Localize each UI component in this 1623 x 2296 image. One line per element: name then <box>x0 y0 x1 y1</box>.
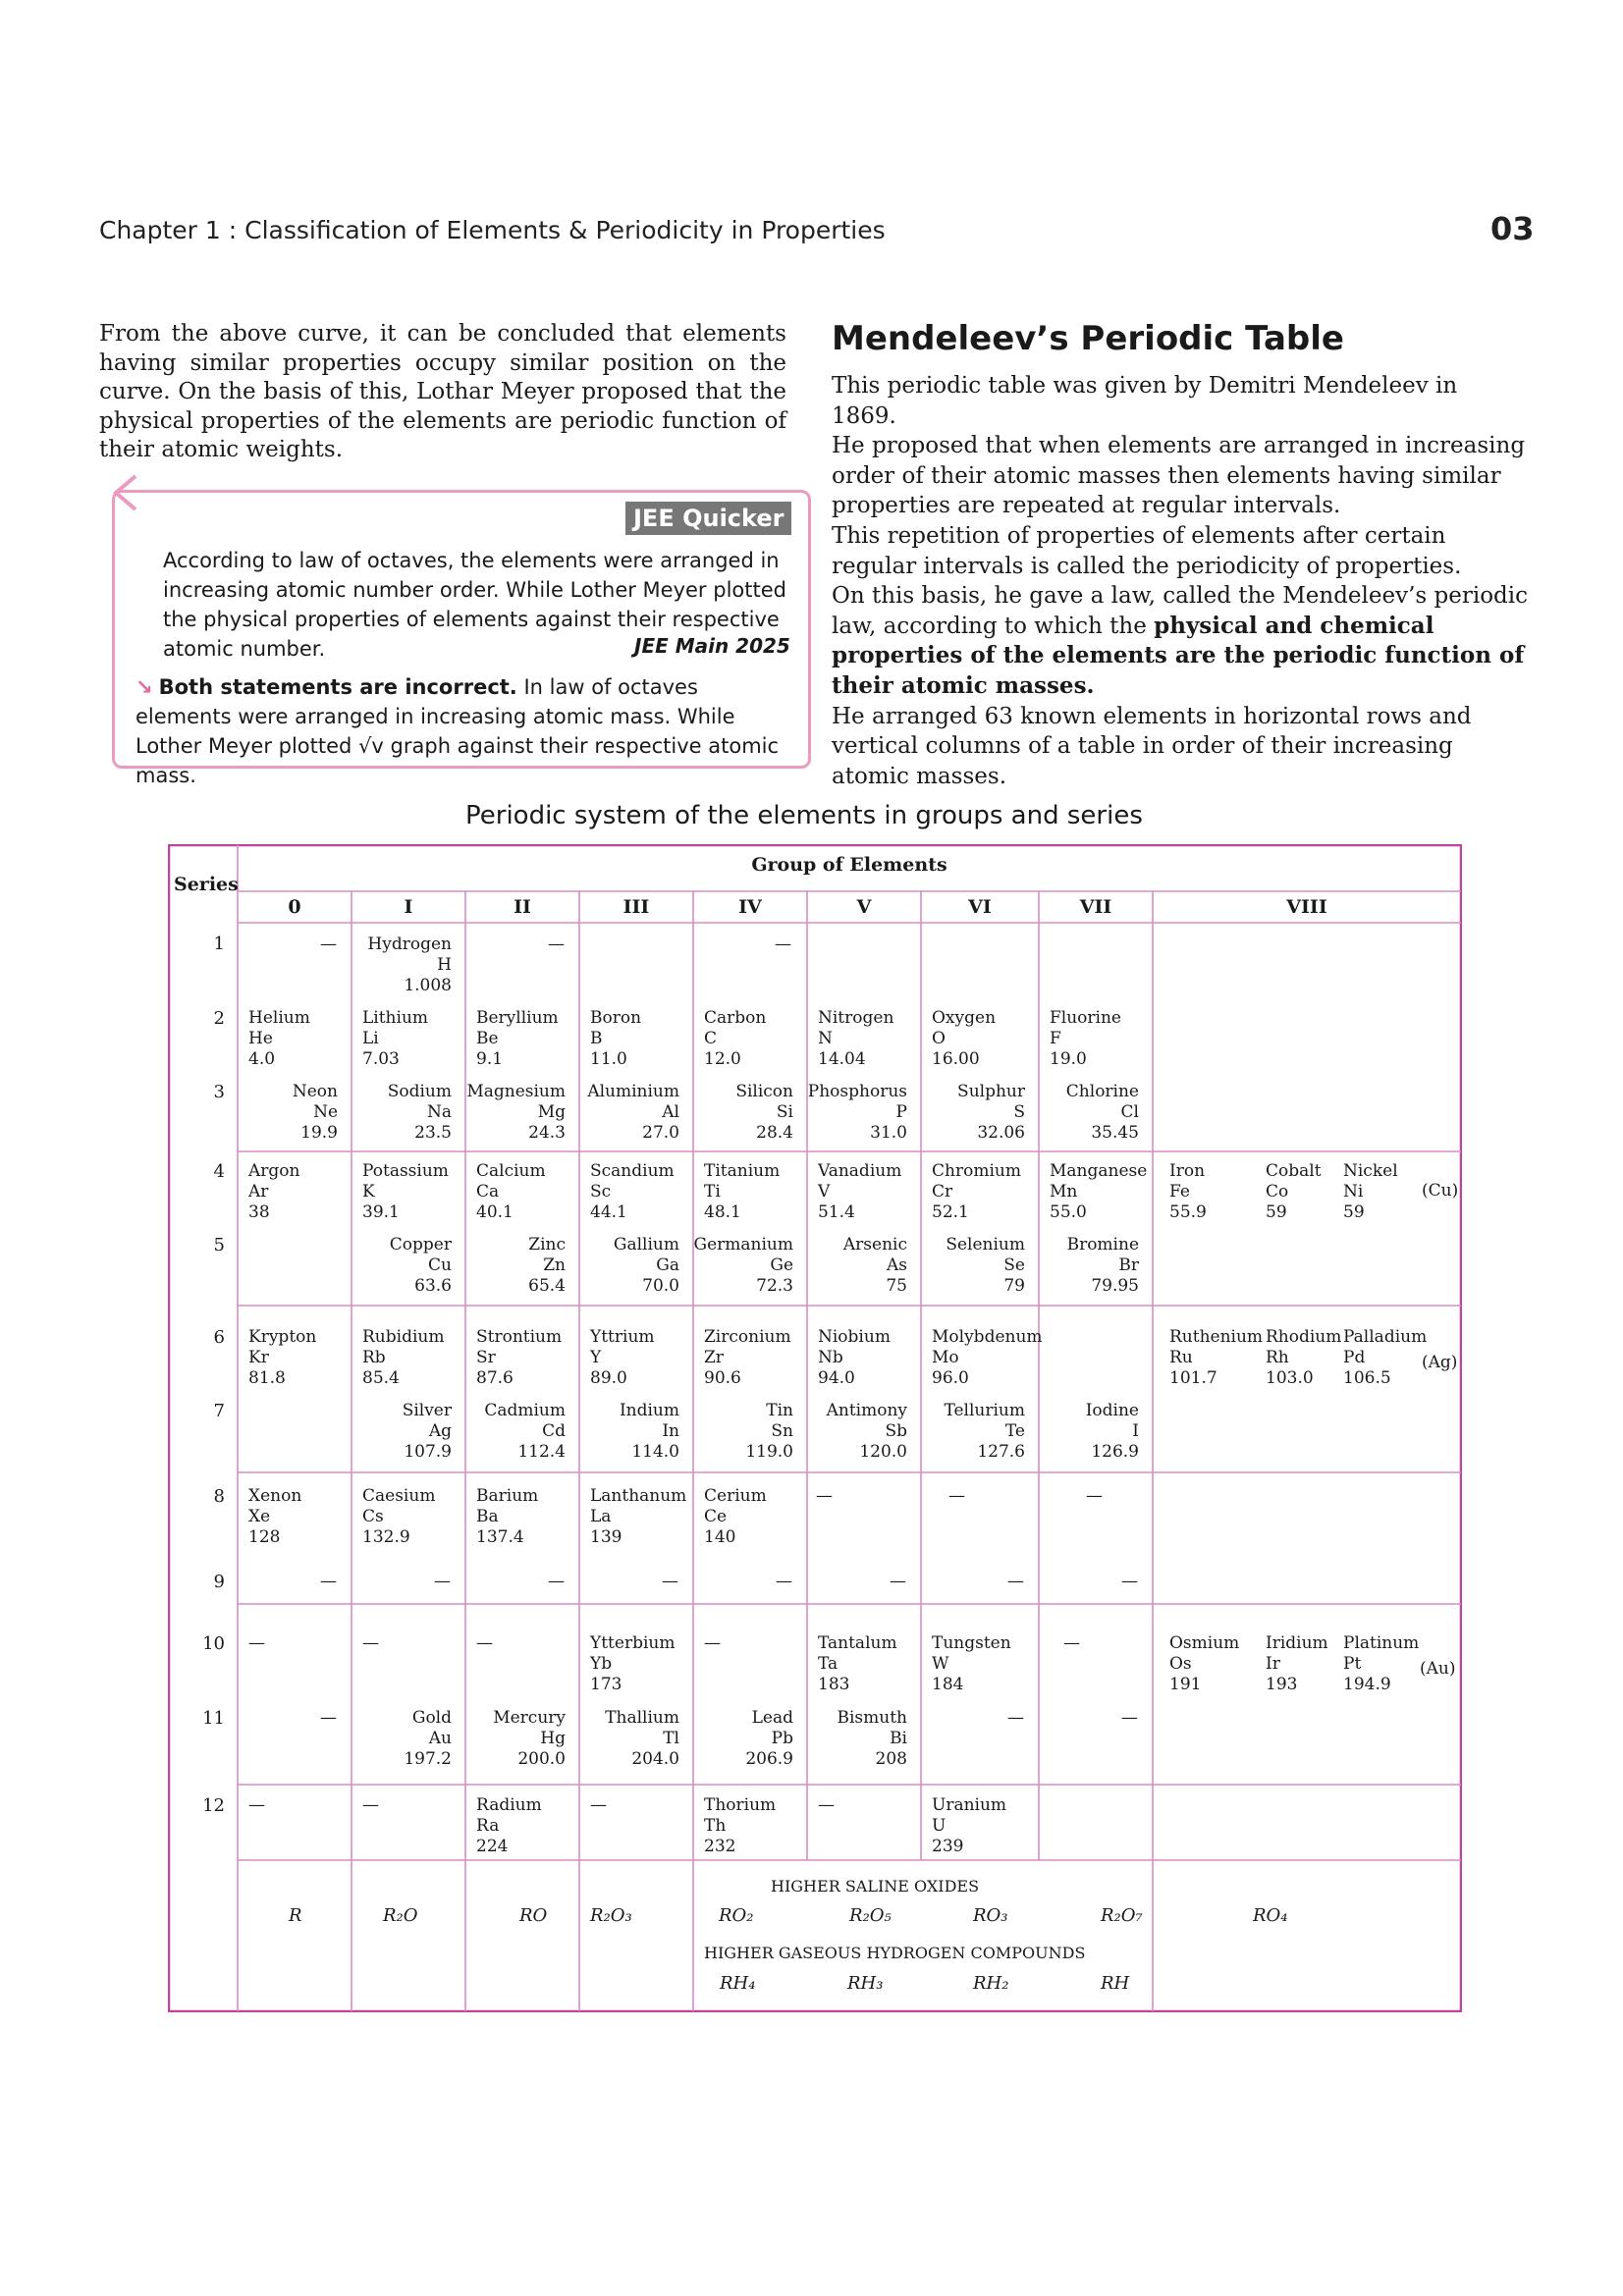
element-cell: Mercury Hg 200.0 <box>493 1708 566 1769</box>
right-column-text <box>832 371 1529 791</box>
element-cell: Bismuth Bi 208 <box>837 1708 907 1769</box>
element-cell: Phosphorus P 31.0 <box>807 1082 907 1143</box>
series-number: 1 <box>213 934 225 954</box>
element-cell: Molybdenum Mo 96.0 <box>932 1327 1043 1388</box>
jee-answer <box>135 672 793 790</box>
element-cell: Barium Ba 137.4 <box>476 1486 539 1547</box>
group-label: III <box>622 896 650 918</box>
paragraph: This repetition of properties of elements after certain regular intervals is called the periodicity of properties. <box>832 522 1462 579</box>
empty-cell: — <box>818 1795 835 1815</box>
element-cell: Beryllium Be 9.1 <box>476 1008 559 1069</box>
element-cell: Tin Sn 119.0 <box>745 1401 793 1462</box>
empty-cell: — <box>362 1795 379 1815</box>
empty-cell: — <box>320 1708 337 1728</box>
empty-cell: — <box>1063 1633 1080 1653</box>
empty-cell: — <box>548 934 565 954</box>
paragraph: He proposed that when elements are arranged in increasing order of their atomic masses then elements having similar properties are repeated at regular intervals. <box>832 433 1526 519</box>
element-cell: Lithium Li 7.03 <box>362 1008 429 1069</box>
paragraph: This periodic table was given by Demitri Mendeleev in 1869. <box>832 373 1458 429</box>
jee-quicker-tag: JEE Quicker <box>625 502 791 535</box>
element-cell: Nitrogen N 14.04 <box>818 1008 894 1069</box>
empty-cell: — <box>704 1633 721 1653</box>
element-cell: Cerium Ce 140 <box>704 1486 767 1547</box>
element-cell: Zinc Zn 65.4 <box>528 1235 566 1296</box>
element-cell: Strontium Sr 87.6 <box>476 1327 563 1388</box>
element-cell: Thorium Th 232 <box>704 1795 777 1856</box>
element-cell: Lead Pb 206.9 <box>745 1708 793 1769</box>
oxide-formula: R₂O₃ <box>590 1905 632 1926</box>
group-label: VI <box>968 896 992 918</box>
element-cell: Silicon Si 28.4 <box>735 1082 793 1143</box>
element-cell: Scandium Sc 44.1 <box>590 1161 675 1222</box>
transition-note: (Au) <box>1420 1659 1456 1679</box>
oxide-formula: RO₃ <box>973 1905 1008 1926</box>
series-number: 4 <box>213 1161 225 1182</box>
element-cell: Yttrium Y 89.0 <box>590 1327 655 1388</box>
empty-cell: — <box>476 1633 493 1653</box>
empty-cell: — <box>776 1572 792 1591</box>
answer-explanation: In law of octaves elements were arranged in increasing atomic mass. While Lother Meyer plotted √v graph against their respective atomic mass. <box>135 675 780 787</box>
group-label: IV <box>738 896 762 918</box>
empty-cell: — <box>1086 1486 1103 1506</box>
element-cell: Titanium Ti 48.1 <box>704 1161 781 1222</box>
element-cell: Lanthanum La 139 <box>590 1486 687 1547</box>
paragraph: On this basis, he gave a law, called the Mendeleev’s periodic law, according to which the physical and chemical properties of the elements are the periodic function of their atomic masses. <box>832 583 1529 699</box>
element-cell: Niobium Nb 94.0 <box>818 1327 891 1388</box>
element-cell: Vanadium V 51.4 <box>818 1161 902 1222</box>
element-cell: Argon Ar 38 <box>248 1161 300 1222</box>
element-cell: Germanium Ge 72.3 <box>693 1235 793 1296</box>
element-cell: Tellurium Te 127.6 <box>944 1401 1025 1462</box>
element-cell: Potassium K 39.1 <box>362 1161 449 1222</box>
oxide-formula: R <box>289 1905 302 1926</box>
series-number: 8 <box>213 1486 225 1507</box>
element-cell: Antimony Sb 120.0 <box>826 1401 907 1462</box>
element-cell: Cadmium Cd 112.4 <box>484 1401 566 1462</box>
oxide-formula: R₂O₅ <box>849 1905 892 1926</box>
element-cell: Calcium Ca 40.1 <box>476 1161 546 1222</box>
hydride-formula: RH₄ <box>720 1973 756 1994</box>
element-cell: Zirconium Zr 90.6 <box>704 1327 791 1388</box>
oxide-formula: RO₂ <box>719 1905 754 1926</box>
element-cell: Gold Au 197.2 <box>404 1708 452 1769</box>
empty-cell: — <box>775 934 791 954</box>
element-cell: Tantalum Ta 183 <box>818 1633 897 1694</box>
exam-reference: JEE Main 2025 <box>634 634 790 658</box>
answer-verdict: Both statements are incorrect. <box>158 675 517 699</box>
element-cell: Boron B 11.0 <box>590 1008 642 1069</box>
group-label: 0 <box>288 896 301 918</box>
element-cell: Helium He 4.0 <box>248 1008 310 1069</box>
group-label: II <box>514 896 531 918</box>
oxide-formula: RO <box>519 1905 548 1926</box>
element-cell: Oxygen O 16.00 <box>932 1008 997 1069</box>
series-header: Series <box>174 874 239 895</box>
oxide-formula: R₂O₇ <box>1101 1905 1143 1926</box>
element-cell: Chromium Cr 52.1 <box>932 1161 1021 1222</box>
element-cell: Iodine I 126.9 <box>1085 1401 1139 1462</box>
group-label: VII <box>1079 896 1112 918</box>
element-cell: Aluminium Al 27.0 <box>587 1082 679 1143</box>
empty-cell: — <box>1007 1572 1024 1591</box>
element-cell: Silver Ag 107.9 <box>402 1401 452 1462</box>
group-header: Group of Elements <box>751 854 947 876</box>
empty-cell: — <box>948 1486 965 1506</box>
element-cell: Copper Cu 63.6 <box>389 1235 452 1296</box>
group-label: VIII <box>1286 896 1327 918</box>
element-cell: Caesium Cs 132.9 <box>362 1486 436 1547</box>
element-cell: Nickel Ni 59 <box>1343 1161 1398 1222</box>
series-number: 9 <box>213 1572 225 1592</box>
element-cell: Tungsten W 184 <box>932 1633 1011 1694</box>
element-cell: Sodium Na 23.5 <box>387 1082 452 1143</box>
element-cell: Xenon Xe 128 <box>248 1486 302 1547</box>
hydride-formula: RH₂ <box>973 1973 1009 1994</box>
element-cell: Chlorine Cl 35.45 <box>1065 1082 1139 1143</box>
law-statement: physical and chemical properties of the elements are the periodic function of their atomic masses. <box>832 612 1525 699</box>
element-cell: Uranium U 239 <box>932 1795 1007 1856</box>
answer-arrow-icon: ↘ <box>135 675 153 699</box>
jee-question: According to law of octaves, the elements were arranged in increasing atomic number order. While Lother Meyer plotted the physical properties of elements against their respective atomic number. <box>163 549 786 661</box>
series-number: 10 <box>202 1633 225 1654</box>
empty-cell: — <box>248 1795 265 1815</box>
element-cell: Ruthenium Ru 101.7 <box>1169 1327 1264 1388</box>
hydrides-header: HIGHER GASEOUS HYDROGEN COMPOUNDS <box>704 1944 1086 1962</box>
paragraph: He arranged 63 known elements in horizontal rows and vertical columns of a table in order of their increasing atomic masses. <box>832 703 1472 789</box>
element-cell: Carbon C 12.0 <box>704 1008 767 1069</box>
empty-cell: — <box>1121 1708 1138 1728</box>
element-cell: Rhodium Rh 103.0 <box>1266 1327 1342 1388</box>
section-title: Mendeleev’s Periodic Table <box>832 319 1344 358</box>
page-number: 03 <box>1490 210 1535 247</box>
element-cell: Iridium Ir 193 <box>1266 1633 1328 1694</box>
element-cell: Gallium Ga 70.0 <box>613 1235 679 1296</box>
element-cell: Palladium Pd 106.5 <box>1343 1327 1428 1388</box>
oxides-header: HIGHER SALINE OXIDES <box>771 1877 980 1896</box>
element-cell: Ytterbium Yb 173 <box>590 1633 676 1694</box>
transition-note: (Ag) <box>1422 1353 1458 1372</box>
empty-cell: — <box>816 1486 833 1506</box>
element-cell: Neon Ne 19.9 <box>292 1082 338 1143</box>
oxide-formula: R₂O <box>383 1905 418 1926</box>
series-number: 11 <box>202 1708 225 1729</box>
element-cell: Rubidium Rb 85.4 <box>362 1327 445 1388</box>
empty-cell: — <box>1007 1708 1024 1728</box>
element-cell: Radium Ra 224 <box>476 1795 542 1856</box>
series-number: 6 <box>213 1327 225 1348</box>
empty-cell: — <box>548 1572 565 1591</box>
element-cell: Iron Fe 55.9 <box>1169 1161 1207 1222</box>
periodic-table <box>168 844 1462 2012</box>
element-cell: Sulphur S 32.06 <box>957 1082 1025 1143</box>
table-caption: Periodic system of the elements in groups and series <box>465 801 1143 830</box>
series-number: 5 <box>213 1235 225 1255</box>
empty-cell: — <box>320 1572 337 1591</box>
element-cell: Selenium Se 79 <box>946 1235 1025 1296</box>
left-paragraph: From the above curve, it can be concluded that elements having similar properties occupy similar position on the curve. On the basis of this, Lothar Meyer proposed that the physical properties of the elements are periodic function of their atomic weights. <box>99 321 786 462</box>
empty-cell: — <box>662 1572 678 1591</box>
element-cell: Bromine Br 79.95 <box>1066 1235 1139 1296</box>
empty-cell: — <box>434 1572 451 1591</box>
element-cell: Magnesium Mg 24.3 <box>466 1082 566 1143</box>
element-cell: Osmium Os 191 <box>1169 1633 1240 1694</box>
empty-cell: — <box>590 1795 607 1815</box>
oxide-formula: RO₄ <box>1253 1905 1288 1926</box>
series-number: 2 <box>213 1008 225 1029</box>
series-number: 12 <box>202 1795 225 1816</box>
hydride-formula: RH₃ <box>847 1973 884 1994</box>
series-number: 3 <box>213 1082 225 1102</box>
element-cell: Hydrogen H 1.008 <box>367 934 452 995</box>
element-cell: Indium In 114.0 <box>619 1401 679 1462</box>
element-cell: Fluorine F 19.0 <box>1050 1008 1121 1069</box>
element-cell: Krypton Kr 81.8 <box>248 1327 317 1388</box>
group-label: V <box>856 896 872 918</box>
hydride-formula: RH <box>1101 1973 1130 1994</box>
empty-cell: — <box>362 1633 379 1653</box>
empty-cell: — <box>248 1633 265 1653</box>
arrow-left-icon <box>106 468 145 517</box>
empty-cell: — <box>1121 1572 1138 1591</box>
empty-cell: — <box>890 1572 906 1591</box>
element-cell: Cobalt Co 59 <box>1266 1161 1322 1222</box>
element-cell: Manganese Mn 55.0 <box>1050 1161 1148 1222</box>
chapter-header: Chapter 1 : Classification of Elements & Periodicity in Properties <box>99 216 886 244</box>
element-cell: Arsenic As 75 <box>842 1235 907 1296</box>
group-label: I <box>404 896 413 918</box>
element-cell: Thallium Tl 204.0 <box>605 1708 679 1769</box>
element-cell: Platinum Pt 194.9 <box>1343 1633 1420 1694</box>
series-number: 7 <box>213 1401 225 1421</box>
transition-note: (Cu) <box>1422 1181 1459 1201</box>
empty-cell: — <box>320 934 337 954</box>
